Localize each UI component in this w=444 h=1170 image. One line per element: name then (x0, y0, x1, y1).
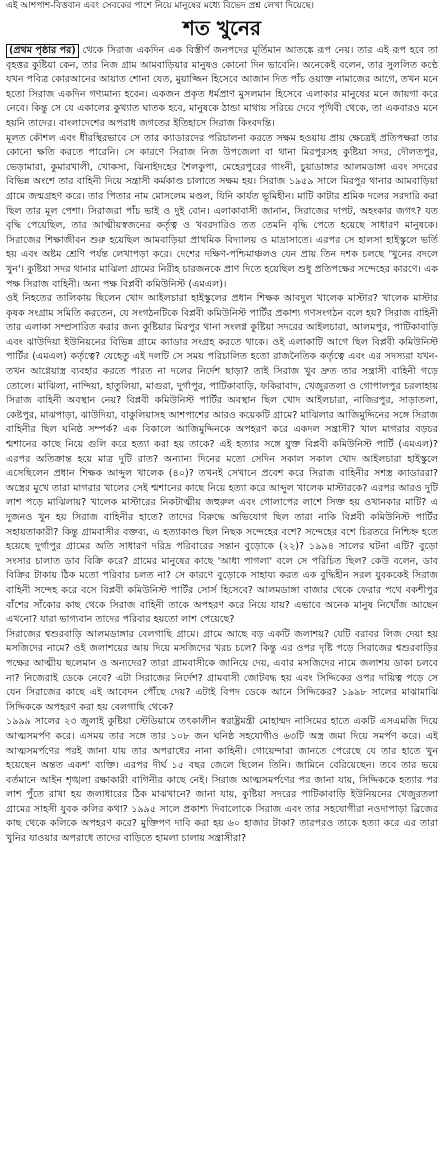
article-body (6, 44, 438, 847)
article-paragraph-5: ১৯৯৯ সালের ২৩ জুলাই কুষ্টিয়া স্টেডিয়ামে তৎকালীন স্বরাষ্ট্রমন্ত্রী মোহাম্মদ নাসিমের হাতে একটি এসএমজি দিয়ে আত্মসমর্পণ করে। এসময় তার সঙ্গে তার ১০৮ জন ঘনিষ্ঠ সহযোগীও ৬৩টি অস্ত্র জমা দিয়ে সমর্পণ করে। এই আত্মসমর্পণের পরই জানা যায় তার অপরাধের নানা কাহিনী। গোয়েন্দারা জানতে পেরেছে যে তার হাতে খুন হয়েছেন অন্তত একশ' ব্যক্তি। এরপর দীর্ঘ ১৫ বছর জেলে ছিলেন তিনি। জামিনে বেরিয়েছেন। তবে তার ভয়ে বর্তমানে আইন শৃঙ্খলা রক্ষাকারী বাগিনীর কাছে নেই। সিরাজ আত্মসমর্পণের পর জানা যায়, সিদ্দিককে হত্যার পর লাশ পুঁতে রাখা হয় জলাধারের ঠিক মাঝখানে? জানা যায়, কুষ্টিয়া সদরের পাটিকাবাড়ি ইউনিয়নের খেজুরতলা গ্রামের সাহসী যুবক কলির কথা? ১৯৯৫ সালে প্রকাশ্য দিবালোকে সিরাজ এবং তার সহযোগীরা নওদাপাড়া ব্রিজের কাছ থেকে কলিকে অপহরণ করে? মুক্তিপণ দাবি করা হয় ৬০ হাজার টাকা? তারপরও তাকে হত্যা করে এর তারা খুনির যাওয়ার অপরাধে তাদের বাড়িতে হামলা চালায় সন্ত্রাসীরা? (6, 716, 438, 845)
article-paragraph-4: সিরাজের শ্বশুরবাড়ি আলমডাঙ্গার বেলগাছি গ্রামে। গ্রামে আছে বড় একটি জলাশয়? যেটি বরাবর লিজ দেয়া হয় মসজিদের নামে? ওই জলাশয়ের আয় দিয়ে মসজিদের খরচ চলে? কিন্তু এর ওপর দৃষ্টি পড়ে সিরাজের শ্বশুরবাড়ির পক্ষের আত্মীয় ছলেমান ও অন্যদের? তারা গ্রামবাসীকে জানিয়ে দেয়, এবার মসজিদের নামে জলাশয় ডাকা চলবে না? নিজেরাই ডেকে নেবে? এটা সিরাজের নির্দেশ? গ্রামবাসী জোটবদ্ধ হয় এবং সিদ্দিকের ওপর দায়িত্ব পড়ে সে যেন সিরাজের কাছে এই আবেদন পৌঁছে দেয়? এটাই বিপদ ডেকে আনে সিদ্দিকের? ১৯৯৮ সালের মাঝামাঝি সিদ্দিককে অপহরণ করা হয় বেলগাছি থেকে? (6, 628, 438, 713)
article-paragraph-1 (6, 44, 438, 132)
article-paragraph-3: ওই নিহতের তালিকায় ছিলেন খোদ আইলচারা হাইস্কুলের প্রধান শিক্ষক আবদুল খালেক মাস্টার? খালেক মাস্টার কৃষক সংগ্রাম সমিতি করতেন, যে সংগঠনটিকে বিপ্লবী কমিউনিস্ট পার্টির প্রকাশ্য গণসংগঠন বলে হয়? সিরাজ বাহিনী তার এলাকা সম্প্রসারিত করার জন্য কুষ্টিয়ার মিরপুর থানা সংলগ্ন কুষ্টিয়া সদরের আইলচারা, আলমপুর, পাটিকাবাড়ি এবং ঝাউদিয়া ইউনিয়নের বিভিন্ন গ্রামে ক্যাডার সংগ্রহ করতে থাকে। ওই এলাকাটি আগে ছিল বিপ্লবী কমিউনিস্ট পার্টির (এমএল) কর্তৃত্বে? যেহেতু এই দলটি সে সময় পরিচালিত হতো রাজনৈতিক কর্তৃত্বে এবং এর সদস্যরা যখন-তখন আগ্নেয়াস্ত্র ব্যবহার করতে পারত না দলের নির্দেশ ছাড়া? তাই সিরাজ খুব দ্রুত তার সন্ত্রাসী বাহিনী গড়ে তোলে। মাঝিলা, নান্দিয়া, হাতুলিয়া, মাগুরা, দুর্গাপুর, পাটিকাবাড়ি, ফকিরাবাদ, খেজুরতলা ও গোপালপুর চরলাহায় সিরাজ বাহিনী অবস্থান নেয়? বিপ্লবী কমিউনিস্ট পার্টির অবস্থান ছিল খোদ আইলচারা, নাজিরপুর, সাড়াতলা, কেষ্টপুর, মাঝপাড়া, ঝাউদিয়া, বাকুলিয়াসহ আশপাশের আরও কয়েকটি গ্রামে? মাঝিলার আজিমুদ্দিনের সঙ্গে সিরাজ বাহিনীর ছিল ঘনিষ্ঠ সম্পর্ক? এক বিকালে আজিমুদ্দিনকে অপহরণ করে একদল সন্ত্রাসী? খাল মাগরার বড়চর শ্মশানের কাছে নিয়ে গুলি করে হত্যা করা হয় তাকে? এই হত্যার সঙ্গে যুক্ত বিপ্লবী কমিউনিস্ট পার্টি (এমএল)? এরপর অতিক্রান্ত হয়ে মাত্র দুটি রাত? অন্যান্য দিনের মতো সেদিন সকাল সকাল খোদ আইলচারা হাইস্কুলে এসেছিলেন প্রধান শিক্ষক আব্দুল খালেক (৪০)? তখনই সেখানে প্রবেশ করে সিরাজ বাহিনীর সশস্ত্র ক্যাডাররা? অস্ত্রের মুখে তারা মাগরার খালের সেই শ্মশানের কাছে নিয়ে হত্যা করে আব্দুল খালেক মাস্টারকে? এরপর আরও দুটি লাশ পড়ে মাঝিলায়? খালেক মাস্টারের নিকটাত্মীয় জহুরুল এবং গোলাপের লাশে সিক্ত হয় ওখানকার মাটি? এ দুজনও খুন হয় সিরাজ বাহিনীর হাতে? তাদের বিরুদ্ধে অভিযোগ ছিল তারা নাকি বিপ্লবী কমিউনিস্ট পার্টির সহায়তাকারী? কিন্তু গ্রামবাসীর বক্তব্য, এ হত্যাকাণ্ড ছিল নিছক সন্দেহের বশে? সন্দেহের বশে চিরতরে নিশ্চিহ্ন হতে হয়েছে দুর্গাপুর গ্রামের অতি সাধারণ দরিদ্র পরিবারের সন্তান বুড়োকে (২২)? ১৯৯৪ সালের ঘটনা এটি? বুড়ো সংসার চালাত ডাব বিক্রি করে? গ্রামের মানুষের কাছে 'আধা পাগলা' বলে সে পরিচিত ছিল? কেউ বলেন, ডাব বিক্রির টাকায় ঠিক মতো পরিবার চলত না? সে কারণে বুড়োকে সাহায্য করত এক বুদ্ধিহীন সরল যুবককেই সিরাজ বাহিনী সন্দেহ করে বসে বিপ্লবী কমিউনিস্ট পার্টির সোর্স হিসেবে? আলমডাঙ্গা বাজার থেকে ফেরার পথে বকশীপুর বাঁশের সাঁকোর কাছ থেকে সিরাজ বাহিনী তাকে অপহরণ করে নিয়ে যায়? এভাবে অনেক মানুষ নিখোঁজ আছেন এখনো? যারা ভাগ্যবান তাদের পরিবার হয়তো লাশ পেয়েছে? (6, 293, 438, 626)
paragraph-1-text: থেকে সিরাজ একদিন এক বিস্তীর্ণ জনপদের মূর্তিমান আতঙ্কে রূপ নেয়। তার এই রূপ হবে তা বৃহত্তর কুষ্টিয়া কেন, তার নিজ গ্রাম আমবাড়িয়ার মানুষও কোনো দিন ভাবেনি। অনেকেই বলেন, তার সুললিত কণ্ঠে যখন পবিত্র কোরআনের আয়াত শোনা যেত, মুয়াজ্জিন হিসেবে আজান দিত পাঁচ ওয়াক্ত নামাজের আগে, তখন মনে হতো সিরাজ একদিন গণ্যমান্য হবেন। একজন প্রকৃত ধর্মপ্রাণ মুসলমান হিসেবে এলাকার মানুষের মনে জায়গা করে নেবে। কিন্তু সে যে একালের কুখ্যাত ঘাতক হবে, মানুষকে ঠান্ডা মাথায় সরিয়ে দেবে পৃথিবী থেকে, তা একবারও মনে হয়নি তাদের। বাংলাদেশের অপরাধ জগতের ইতিহাসে সিরাজ কিংবদন্তি। (6, 45, 438, 129)
article-headline: শত খুনের (183, 16, 261, 40)
top-strip-text: এই আশপাশ-বিত্তবান এবং সেবকের পাশে নিয়ে মানুষের মধ্যে বিভেদ প্রশ্ন লেখা দিয়েছে। (6, 1, 315, 11)
article-paragraph-2: মূলত কৌশল এবং ধীরস্থিরভাবে সে তার ক্যাডারদের পরিচালনা করতে সক্ষম হওয়ায় প্রায় ক্ষেত্রেই প্রতিপক্ষরা তার কোনো ক্ষতি করতে পারেনি। সে কারণে সিরাজ নিজ উপজেলা বা থানা মিরপুরসহ কুষ্টিয়া সদর, দৌলতপুর, ভেড়ামারা, কুমারখালী, খোকসা, ঝিনাইদহের শৈলকুপা, মেহেরপুরের গাংনী, চুয়াডাঙ্গার আলমডাঙ্গা এবং সদরের বিভিন্ন অংশে তার বাহিনী দিয়ে সন্ত্রাসী কর্মকাণ্ড চালাতে সক্ষম হয়। সিরাজ ১৯৫৯ সালে মিরপুর থানার আমবাড়িয়া গ্রামে জন্মগ্রহণ করে। তার পিতার নাম মোসলেম মণ্ডল, যিনি কার্যত ভূমিহীন। মাটি কাটার শ্রমিক দলের সরদারি করা ছিল তার মূল পেশা। সিরাজরা পাঁচ ভাই ও দুই বোন। এলাকাবাসী জানান, সিরাজের দাপট, অহংকার জগৎ? যত বৃদ্ধি পেয়েছিল, তার আত্মীয়স্বজনের কর্তৃত্ব ও খবরদারিও তত তেমনি বৃদ্ধি পেতে হয়েছে সাধারণ মানুষকে। সিরাজের শিক্ষাজীবন শুরু হয়েছিল আমবাড়িয়া প্রাথমিক বিদ্যালয় ও মাদ্রাসাতে। এরপর সে হালসা হাইস্কুলে ভর্তি হয় এবং অষ্টম শ্রেণি পর্যন্ত লেখাপড়া করে। দেশের দক্ষিণ-পশ্চিমাঞ্চলও যেন প্রায় তিন দশক চলছে 'খুনের বদলে খুন'। কুষ্টিয়া সদর থানার মাঝিলা গ্রামের নিরীহ চারজনকে প্রাণ দিতে হয়েছিল শুধু প্রতিপক্ষের সন্দেহের কারণে। এক পক্ষ সিরাজ বাহিনী। অন্য পক্ষ বিপ্লবী কমিউনিস্ট (এমএল)। (6, 132, 438, 290)
continued-from-front-page-label: (প্রথম পৃষ্ঠার পর) (6, 44, 79, 58)
